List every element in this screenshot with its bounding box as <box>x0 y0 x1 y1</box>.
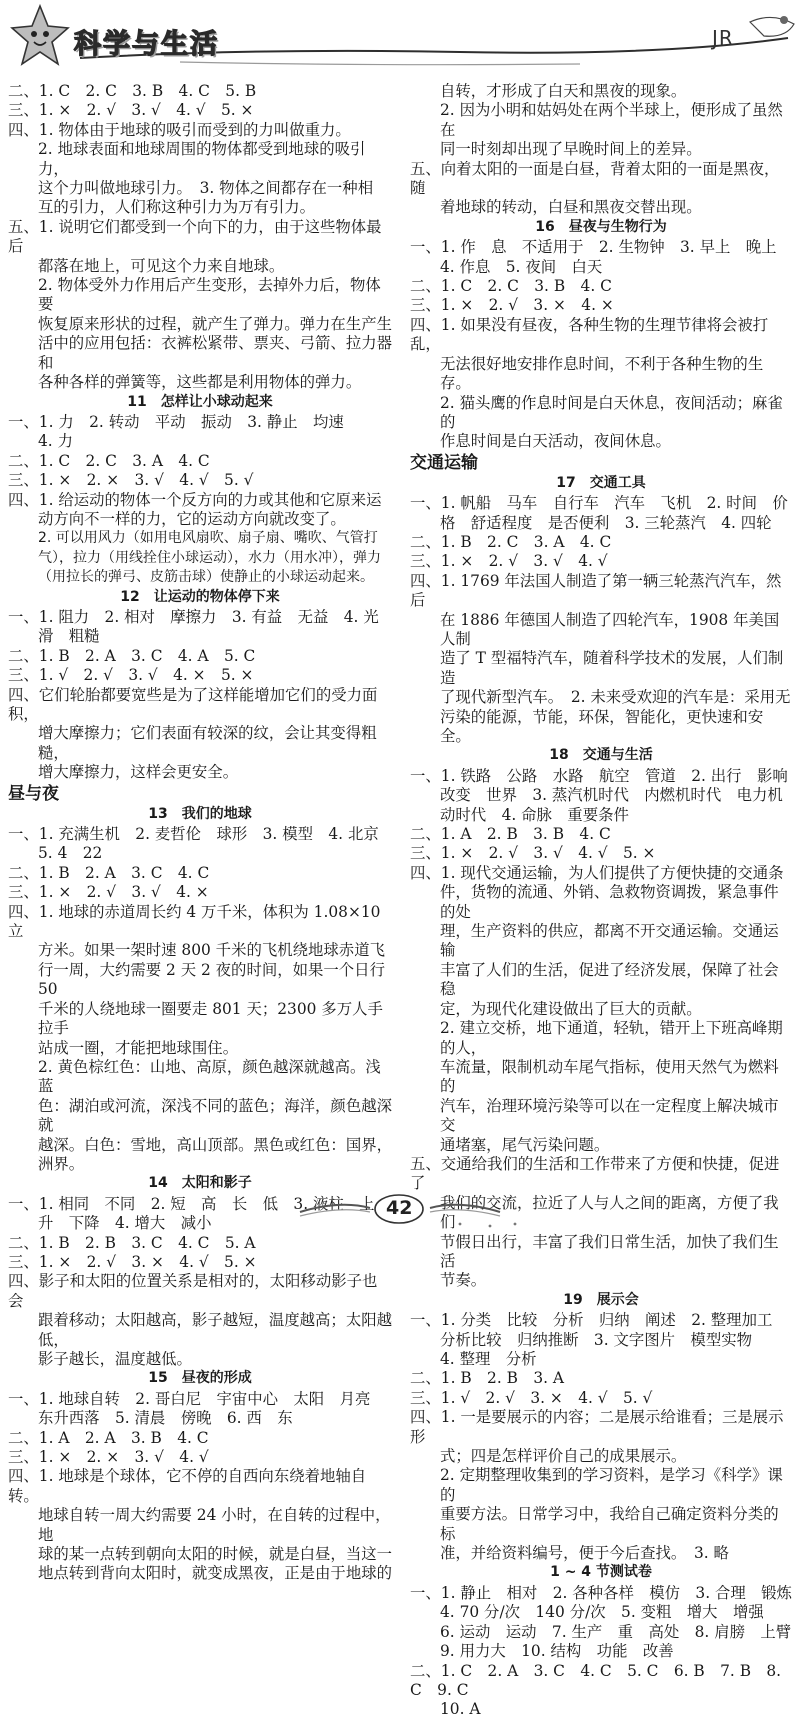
answer-line: 四、1. 给运动的物体一个反方向的力或其他和它原来运 <box>8 490 382 509</box>
answer-line: 动时代 4. 命脉 重要条件 <box>440 805 629 824</box>
answer-line: 东升西落 5. 清晨 傍晚 6. 西 东 <box>38 1409 293 1428</box>
answer-line: 无法很好地安排作息时间，不利于各种生物的生存。 <box>440 354 764 393</box>
answer-line: 准，并给资料编号，便于今后查找。 3. 略 <box>440 1544 729 1563</box>
answer-line: 四、1. 1769 年法国人制造了第一辆三轮蒸汽汽车，然后 <box>410 571 782 610</box>
answer-line: 四、它们轮胎都要宽些是为了这样能增加它们的受力面积， <box>8 685 378 723</box>
answer-line: 分析比较 归纳推断 3. 文字图片 模型实物 <box>440 1330 752 1349</box>
edition-code: JR <box>712 26 734 50</box>
answer-line: 地球自转一周大约需要 24 小时，在自转的过程中，地 <box>38 1506 391 1544</box>
answer-line: 三、1. × 2. × 3. √ 4. √ 5. √ <box>8 471 254 490</box>
lesson-heading: 14 太阳和影子 <box>148 1175 252 1192</box>
answer-line: 跟着移动；太阳越高，影子越短，温度越高；太阳越低， <box>38 1311 392 1349</box>
answer-line: 理，生产资料的供应，都离不开交通运输。交通运输 <box>440 922 779 960</box>
answer-line: 四、1. 地球是个球体，它不停的自西向东绕着地轴自转。 <box>8 1467 367 1505</box>
lesson-heading: 19 展示会 <box>563 1291 639 1308</box>
answer-line: 二、1. C 2. C 3. A 4. C <box>8 451 210 470</box>
answer-line: 四、1. 一是要展示的内容；二是展示给谁看；三是展示形 <box>410 1408 784 1446</box>
answer-line: 方米。如果一架时速 800 千米的飞机绕地球赤道飞 <box>38 941 385 960</box>
answer-line: 二、1. C 2. C 3. B 4. C 5. B <box>8 82 257 100</box>
answer-line: 五、向着太阳的一面是白昼，背着太阳的一面是黑夜，随 <box>410 159 780 198</box>
answer-line: 我们的交流，拉近了人与人之间的距离，方便了我们 <box>440 1193 779 1232</box>
answer-line: 丰富了人们的生活，促进了经济发展，保障了社会稳 <box>440 960 779 999</box>
answer-line: 在 1886 年德国人制造了四轮汽车，1908 年美国人制 <box>440 610 780 648</box>
answer-line: 恢复原来形状的过程，就产生了弹力。弹力在生产生 <box>38 314 392 333</box>
answer-line: 5. 4 22 <box>38 844 103 863</box>
answer-line: 2. 黄色棕红色：山地、高原，颜色越深就越高。浅蓝 <box>38 1057 381 1096</box>
right-column <box>410 82 792 1720</box>
answer-line: 一、1. 阻力 2. 相对 摩擦力 3. 有益 无益 4. 光 <box>8 607 379 626</box>
answer-line: 二、1. B 2. A 3. C 4. C <box>8 863 210 882</box>
answer-line: 2. 地球表面和地球周围的物体都受到地球的吸引力， <box>38 140 366 178</box>
answer-line: 自转，才形成了白天和黑夜的现象。 <box>440 82 687 100</box>
lesson-heading: 15 昼夜的形成 <box>148 1370 252 1387</box>
answer-line: 2. 猫头鹰的作息时间是白天休息，夜间活动；麻雀的 <box>440 393 783 431</box>
answer-line: 这个力叫做地球引力。 3. 物体之间都存在一种相 <box>38 179 374 198</box>
answer-line: 格 舒适程度 是否便利 3. 三轮蒸汽 4. 四轮 <box>440 513 772 532</box>
answer-line: 污染的能源，节能，环保，智能化，更快速和安全。 <box>440 707 764 745</box>
answer-line: 五、交通给我们的生活和工作带来了方便和快捷，促进了 <box>410 1154 780 1193</box>
answer-line: 互的引力，人们称这种引力为万有引力。 <box>38 198 316 217</box>
answer-line: 一、1. 相同 不同 2. 短 高 长 低 3. 液柱 上 <box>8 1194 375 1213</box>
answer-line: 越深。白色：雪地，高山顶部。黑色或红色：国界， <box>38 1135 392 1154</box>
answer-line: 滑 粗糙 <box>38 627 100 646</box>
answer-line: 洲界。 <box>38 1154 85 1173</box>
answer-line: 一、1. 铁路 公路 水路 航空 管道 2. 出行 影响 <box>410 766 788 785</box>
answer-line: 二、1. A 2. B 3. B 4. C <box>410 825 611 844</box>
answer-line: 一、1. 地球自转 2. 哥白尼 宇宙中心 太阳 月亮 <box>8 1389 371 1408</box>
answer-line: 三、1. × 2. √ 3. √ 4. √ 5. × <box>8 101 254 120</box>
left-column <box>8 82 392 1584</box>
answer-line: 动方向不一样的力，它的运动方向就改变了。 <box>38 509 346 528</box>
answer-line: 一、1. 力 2. 转动 平动 振动 3. 静止 均速 <box>8 412 344 431</box>
lesson-heading: 16 昼夜与生物行为 <box>535 218 667 235</box>
answer-line: 三、1. × 2. √ 3. √ 4. √ <box>410 552 608 571</box>
lesson-heading: 1 ~ 4 节测试卷 <box>550 1564 652 1581</box>
answer-line: 着地球的转动，白昼和黑夜交替出现。 <box>440 198 702 217</box>
answer-line: 2. 可以用风力（如用电风扇吹、扇子扇、嘴吹、气管打 <box>38 530 378 547</box>
answer-line: 了现代新型汽车。 2. 未来受欢迎的汽车是：采用无 <box>440 688 791 707</box>
lesson-heading: 13 我们的地球 <box>148 805 252 822</box>
answer-line: 三、1. × 2. × 3. √ 4. √ <box>8 1448 209 1467</box>
answer-line: 四、1. 地球的赤道周长约 4 万千米，体积为 1.08×10 立 <box>8 902 386 941</box>
answer-line: 通堵塞，尾气污染问题。 <box>440 1135 610 1154</box>
answer-line: 9. 用力大 10. 结构 功能 改善 <box>440 1642 674 1661</box>
answer-line: 节假日出行，丰富了我们日常生活，加快了我们生活 <box>440 1232 779 1270</box>
answer-line: 同一时刻却出现了早晚时间上的差异。 <box>440 140 702 159</box>
answer-line: 三、1. × 2. √ 3. √ 4. √ 5. × <box>410 844 656 863</box>
answer-line: 地点转到背向太阳时，就变成黑夜，正是由于地球的 <box>38 1564 392 1583</box>
answer-line: 三、1. × 2. √ 3. × 4. × <box>410 296 614 315</box>
answer-line: 增大摩擦力；它们表面有较深的纹，会让其变得粗糙， <box>38 724 377 762</box>
answer-line: 一、1. 静止 相对 2. 各种各样 模仿 3. 合理 锻炼 <box>410 1583 792 1602</box>
answer-line: 行一周，大约需要 2 天 2 夜的时间，如果一个日行 50 <box>38 960 390 999</box>
answer-line: 二、1. B 2. B 3. C 4. C 5. A <box>8 1233 256 1252</box>
answer-line: 6. 运动 运动 7. 生产 重 高处 8. 肩膀 上臂 <box>440 1622 792 1641</box>
answer-line: 活中的应用包括：衣裤松紧带、票夹、弓箭、拉力器和 <box>38 334 392 372</box>
answer-line: 各种各样的弹簧等，这些都是利用物体的弹力。 <box>38 373 362 392</box>
lesson-heading: 17 交通工具 <box>556 474 646 491</box>
answer-line: 三、1. √ 2. √ 3. × 4. √ 5. √ <box>410 1388 653 1407</box>
unit-heading: 昼与夜 <box>8 783 59 804</box>
answer-line: 车流量，限制机动车尾气指标，使用天然气为燃料的 <box>440 1057 779 1096</box>
answer-line: 三、1. √ 2. √ 3. √ 4. × 5. × <box>8 666 254 685</box>
lesson-heading: 12 让运动的物体停下来 <box>120 588 280 605</box>
answer-line: 4. 作息 5. 夜间 白天 <box>440 257 603 276</box>
answer-line: 四、影子和太阳的位置关系是相对的，太阳移动影子也会 <box>8 1272 378 1310</box>
answer-line: 二、1. C 2. C 3. B 4. C <box>410 277 612 296</box>
answer-line: 四、1. 物体由于地球的吸引而受到的力叫做重力。 <box>8 120 351 139</box>
answer-line: 影子越长，温度越低。 <box>38 1350 192 1368</box>
page-number: 42 <box>386 1197 413 1219</box>
answer-line: 4. 整理 分析 <box>440 1350 537 1368</box>
answer-line: 重要方法。日常学习中，我给自己确定资料分类的标 <box>440 1505 779 1543</box>
answer-line: 二、1. B 2. C 3. A 4. C <box>410 532 612 551</box>
answer-line: 一、1. 分类 比较 分析 归纳 阐述 2. 整理加工 <box>410 1311 773 1330</box>
answer-line: 二、1. B 2. A 3. C 4. A 5. C <box>8 646 256 665</box>
answer-line: 定，为现代化建设做出了巨大的贡献。 <box>440 999 702 1018</box>
lesson-heading: 18 交通与生活 <box>549 747 653 764</box>
answer-line: 造了 T 型福特汽车，随着科学技术的发展，人们制造 <box>440 649 784 687</box>
star-mascot-icon <box>10 4 70 68</box>
answer-line: 改变 世界 3. 蒸汽机时代 内燃机时代 电力机 <box>440 786 783 805</box>
lesson-heading: 11 怎样让小球动起来 <box>127 393 273 410</box>
answer-line: 汽车，治理环境污染等可以在一定程度上解决城市交 <box>440 1096 779 1135</box>
answer-line: 作息时间是白天活动，夜间休息。 <box>440 432 671 451</box>
answer-line: 四、1. 现代交通运输，为人们提供了方便快捷的交通条 <box>410 863 784 882</box>
answer-line: 色：湖泊或河流，深浅不同的蓝色；海洋，颜色越深就 <box>38 1096 392 1135</box>
answer-line: 一、1. 充满生机 2. 麦哲伦 球形 3. 模型 4. 北京 <box>8 825 379 844</box>
page-header <box>0 0 800 78</box>
unit-heading: 交通运输 <box>410 452 478 473</box>
answer-line: 二、1. C 2. A 3. C 4. C 5. C 6. B 7. B 8. C 9. C <box>410 1661 786 1699</box>
answer-line: （用拉长的弹弓、皮筋击球）使静止的小球运动起来。 <box>38 569 374 586</box>
answer-line: 三、1. × 2. √ 3. × 4. √ 5. × <box>8 1252 257 1271</box>
answer-line: 气），拉力（用线拴住小球运动），水力（用水冲），弹力 <box>38 549 381 566</box>
answer-line: 4. 70 分/次 140 分/次 5. 变粗 增大 增强 <box>440 1603 764 1622</box>
answer-line: 2. 物体受外力作用后产生变形，去掉外力后，物体要 <box>38 276 381 314</box>
answer-line: 五、1. 说明它们都受到一个向下的力，由于这些物体最后 <box>8 217 382 256</box>
header-title: 科学与生活 <box>74 29 219 60</box>
answer-line: 式；四是怎样评价自己的成果展示。 <box>440 1447 687 1466</box>
answer-line: 球的某一点转到朝向太阳的时候，就是白昼，当这一 <box>38 1545 392 1564</box>
answer-line: 都落在地上，可见这个力来自地球。 <box>38 256 285 275</box>
answer-line: 4. 力 <box>38 432 73 451</box>
answer-line: 二、1. B 2. B 3. A <box>410 1369 565 1388</box>
answer-line: 一、1. 作 息 不适用于 2. 生物钟 3. 早上 晚上 <box>410 238 777 257</box>
answer-line: 件，货物的流通、外销、急救物资调拨，紧急事件的处 <box>440 883 779 921</box>
answer-line: 四、1. 如果没有昼夜，各种生物的生理节律将会被打乱， <box>410 315 769 354</box>
answer-line: 二、1. A 2. A 3. B 4. C <box>8 1428 209 1447</box>
answer-line: 节奏。 <box>440 1271 487 1290</box>
answer-line: 增大摩擦力，这样会更安全。 <box>38 763 239 782</box>
answer-line: 2. 因为小明和姑妈处在两个半球上，便形成了虽然在 <box>440 101 783 139</box>
answer-line: 2. 定期整理收集到的学习资料，是学习《科学》课的 <box>440 1466 783 1504</box>
answer-line: 千米的人绕地球一圈要走 801 天；2300 多万人手拉手 <box>38 999 383 1038</box>
answer-line: 升 下降 4. 增大 减小 <box>38 1214 212 1233</box>
answer-line: 一、1. 帆船 马车 自行车 汽车 飞机 2. 时间 价 <box>410 494 788 513</box>
answer-line: 三、1. × 2. √ 3. √ 4. × <box>8 883 209 902</box>
answer-line: 10. A <box>440 1700 481 1719</box>
answer-line: 2. 建立交桥，地下通道，轻轨，错开上下班高峰期的人， <box>440 1019 783 1057</box>
answer-line: 站成一圈，才能把地球围住。 <box>38 1038 239 1057</box>
